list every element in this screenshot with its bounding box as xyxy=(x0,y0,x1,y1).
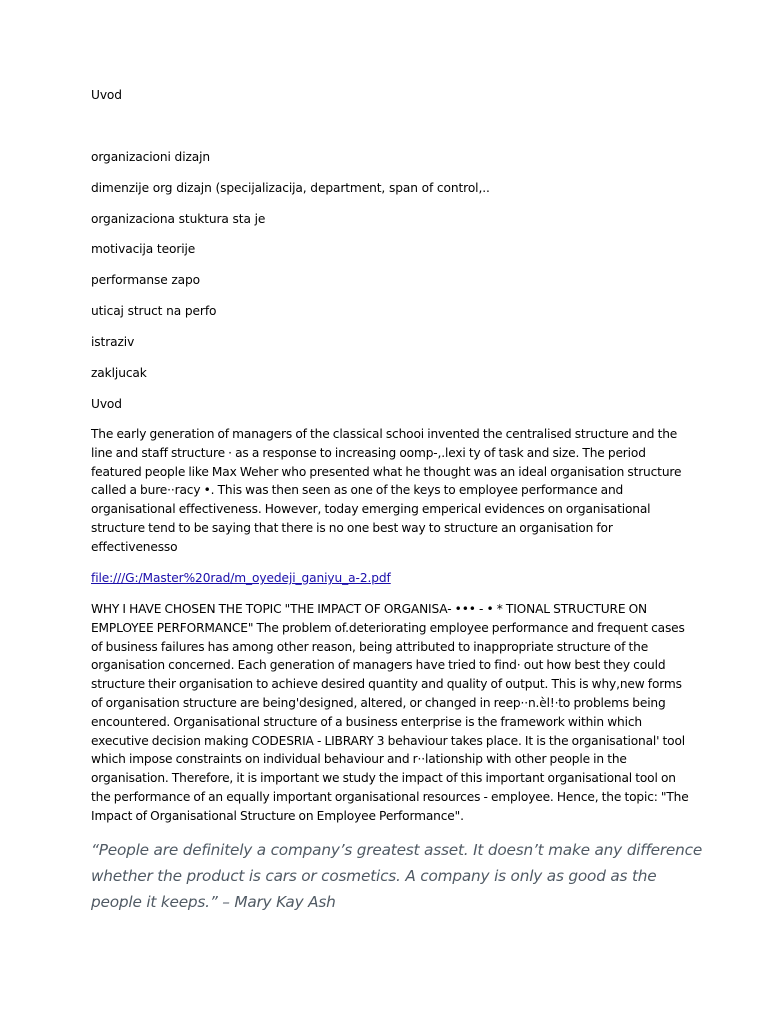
quote-line: people it keeps.” – Mary Kay Ash xyxy=(91,893,336,911)
paragraph-line: which impose constraints on individual behaviour and r··lationship with other people in the xyxy=(91,752,627,767)
paragraph-line: EMPLOYEE PERFORMANCE" The problem of.deteriorating employee performance and frequent cases xyxy=(91,620,685,635)
paragraph-line: effectivenesso xyxy=(91,539,178,554)
outline-heading: Uvod xyxy=(91,88,122,102)
paragraph-line: encountered. Organisational structure of a business enterprise is the framework within which xyxy=(91,714,642,729)
outline-item: motivacija teorije xyxy=(91,242,196,256)
quote-line: whether the product is cars or cosmetics. A company is only as good as the xyxy=(91,867,657,885)
pull-quote xyxy=(91,837,711,915)
paragraph-line: organisation. Therefore, it is important we study the impact of this important organisational tool on xyxy=(91,771,676,786)
outline-item: zakljucak xyxy=(91,366,147,380)
paragraph-line: structure tend to be saying that there is no one best way to structure an organisation for xyxy=(91,520,613,535)
paragraph-line: the performance of an equally important organisational resources - employee. Hence, the topic: "The xyxy=(91,789,689,804)
file-link[interactable]: file:///G:/Master%20rad/m_oyedeji_ganiyu_a-2.pdf xyxy=(91,571,391,585)
paragraph-line: structure their organisation to achieve desired quantity and quality of output. This is why,new forms xyxy=(91,677,682,692)
paragraph-line: WHY I HAVE CHOSEN THE TOPIC "THE IMPACT OF ORGANISA- ••• - • * TIONAL STRUCTURE ON xyxy=(91,602,648,616)
paragraph-line: called a bure··racy •. This was then seen as one of the keys to employee performance and xyxy=(91,483,624,498)
paragraph-line: featured people like Max Weher who presented what he thought was an ideal organisation structure xyxy=(91,464,682,479)
outline-item: performanse zapo xyxy=(91,273,201,287)
paragraph-line: of organisation structure are being'designed, altered, or changed in reep··n.èl!·to problems being xyxy=(91,695,666,710)
section-heading: Uvod xyxy=(91,397,122,411)
outline-item: organizaciona stuktura sta je xyxy=(91,212,266,226)
main-paragraph xyxy=(91,600,691,826)
outline-item: istraziv xyxy=(91,335,135,349)
paragraph-line: of business failures has among other reason, being attributed to inappropriate structure of the xyxy=(91,639,649,654)
paragraph-line: organisation concerned. Each generation of managers have tried to find· out how best they could xyxy=(91,658,666,673)
paragraph-line: The early generation of managers of the classical schooi invented the centralised structure and the xyxy=(91,427,678,441)
paragraph-line: Impact of Organisational Structure on Employee Performance". xyxy=(91,808,464,823)
paragraph-line: executive decision making CODESRIA - LIBRARY 3 behaviour takes place. It is the organisational' tool xyxy=(91,733,686,748)
quote-line: “People are definitely a company’s greatest asset. It doesn’t make any difference xyxy=(91,841,703,859)
intro-paragraph xyxy=(91,425,691,557)
paragraph-line: line and staff structure · as a response to increasing oomp-,.lexi ty of task and size. The period xyxy=(91,445,646,460)
outline-item: uticaj struct na perfo xyxy=(91,304,217,318)
outline-item: organizacioni dizajn xyxy=(91,150,211,164)
paragraph-line: organisational effectiveness. However, today emerging emperical evidences on organisational xyxy=(91,502,651,517)
outline-item: dimenzije org dizajn (specijalizacija, department, span of control,.. xyxy=(91,181,490,195)
